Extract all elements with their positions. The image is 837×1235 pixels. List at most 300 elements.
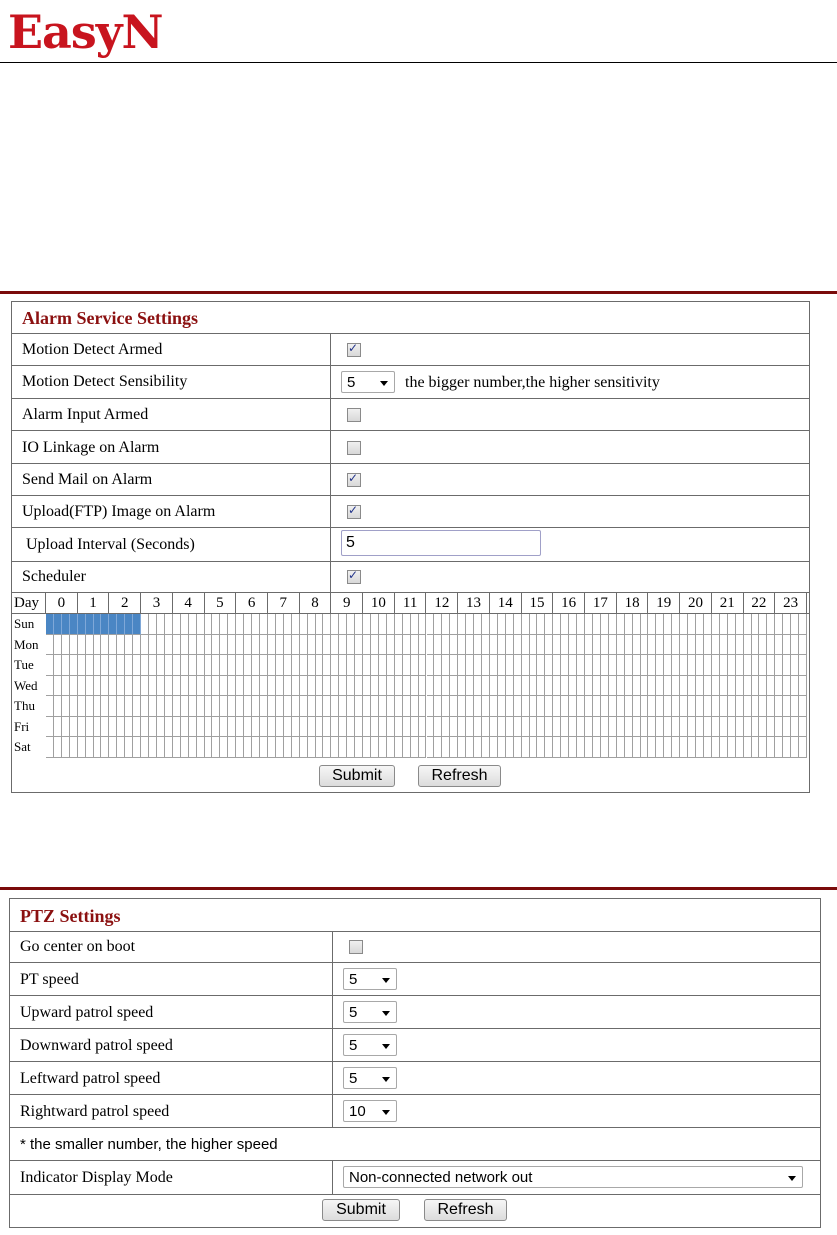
scheduler-cell[interactable]: [205, 635, 213, 656]
scheduler-cell[interactable]: [236, 614, 244, 635]
scheduler-cell[interactable]: [522, 635, 530, 656]
scheduler-cell[interactable]: [450, 614, 458, 635]
scheduler-cell[interactable]: [109, 655, 117, 676]
scheduler-cell[interactable]: [553, 737, 561, 758]
scheduler-cell[interactable]: [94, 614, 102, 635]
scheduler-cell[interactable]: [775, 655, 783, 676]
scheduler-cell[interactable]: [300, 737, 308, 758]
scheduler-cell[interactable]: [292, 614, 300, 635]
scheduler-cell[interactable]: [292, 737, 300, 758]
scheduler-cell[interactable]: [379, 696, 387, 717]
scheduler-cell[interactable]: [292, 635, 300, 656]
scheduler-cell[interactable]: [585, 696, 593, 717]
motion-detect-armed-checkbox[interactable]: [347, 343, 361, 357]
scheduler-cell[interactable]: [680, 717, 688, 738]
scheduler-cell[interactable]: [228, 676, 236, 697]
scheduler-cell[interactable]: [450, 655, 458, 676]
scheduler-cell[interactable]: [181, 655, 189, 676]
scheduler-cell[interactable]: [791, 676, 799, 697]
scheduler-cell[interactable]: [474, 635, 482, 656]
scheduler-cell[interactable]: [260, 655, 268, 676]
scheduler-cell[interactable]: [236, 717, 244, 738]
scheduler-cell[interactable]: [672, 717, 680, 738]
ptz-submit-button[interactable]: Submit: [322, 1199, 400, 1221]
scheduler-cell[interactable]: [276, 676, 284, 697]
scheduler-cell[interactable]: [577, 635, 585, 656]
scheduler-cell[interactable]: [490, 717, 498, 738]
scheduler-cell[interactable]: [482, 696, 490, 717]
scheduler-cell[interactable]: [308, 614, 316, 635]
scheduler-cell[interactable]: [244, 717, 252, 738]
scheduler-cell[interactable]: [387, 696, 395, 717]
scheduler-cell[interactable]: [553, 717, 561, 738]
scheduler-cell[interactable]: [506, 676, 514, 697]
scheduler-cell[interactable]: [720, 676, 728, 697]
scheduler-cell[interactable]: [514, 614, 522, 635]
scheduler-cell[interactable]: [276, 737, 284, 758]
scheduler-cell[interactable]: [117, 717, 125, 738]
scheduler-cell[interactable]: [411, 717, 419, 738]
scheduler-cell[interactable]: [133, 696, 141, 717]
scheduler-cell[interactable]: [316, 737, 324, 758]
scheduler-cell[interactable]: [759, 655, 767, 676]
scheduler-cell[interactable]: [458, 655, 466, 676]
scheduler-cell[interactable]: [339, 737, 347, 758]
scheduler-cell[interactable]: [252, 717, 260, 738]
scheduler-cell[interactable]: [149, 737, 157, 758]
scheduler-cell[interactable]: [664, 676, 672, 697]
scheduler-cell[interactable]: [633, 655, 641, 676]
scheduler-cell[interactable]: [165, 614, 173, 635]
scheduler-cell[interactable]: [545, 676, 553, 697]
scheduler-cell[interactable]: [712, 696, 720, 717]
scheduler-cell[interactable]: [395, 717, 403, 738]
scheduler-cell[interactable]: [355, 635, 363, 656]
scheduler-cell[interactable]: [371, 655, 379, 676]
scheduler-cell[interactable]: [86, 717, 94, 738]
scheduler-cell[interactable]: [609, 655, 617, 676]
scheduler-cell[interactable]: [696, 655, 704, 676]
scheduler-cell[interactable]: [419, 635, 427, 656]
scheduler-cell[interactable]: [664, 635, 672, 656]
scheduler-cell[interactable]: [498, 655, 506, 676]
scheduler-cell[interactable]: [783, 696, 791, 717]
scheduler-cell[interactable]: [149, 696, 157, 717]
scheduler-cell[interactable]: [458, 737, 466, 758]
scheduler-cell[interactable]: [244, 614, 252, 635]
scheduler-cell[interactable]: [553, 635, 561, 656]
scheduler-cell[interactable]: [109, 635, 117, 656]
scheduler-cell[interactable]: [101, 614, 109, 635]
scheduler-cell[interactable]: [117, 614, 125, 635]
scheduler-cell[interactable]: [323, 717, 331, 738]
scheduler-cell[interactable]: [641, 614, 649, 635]
scheduler-cell[interactable]: [62, 655, 70, 676]
scheduler-cell[interactable]: [347, 696, 355, 717]
scheduler-cell[interactable]: [70, 717, 78, 738]
scheduler-cell[interactable]: [442, 737, 450, 758]
scheduler-cell[interactable]: [355, 737, 363, 758]
scheduler-cell[interactable]: [744, 635, 752, 656]
scheduler-cell[interactable]: [157, 696, 165, 717]
scheduler-cell[interactable]: [736, 655, 744, 676]
scheduler-cell[interactable]: [585, 655, 593, 676]
scheduler-cell[interactable]: [759, 696, 767, 717]
scheduler-cell[interactable]: [450, 737, 458, 758]
scheduler-cell[interactable]: [117, 655, 125, 676]
scheduler-cell[interactable]: [752, 635, 760, 656]
scheduler-cell[interactable]: [117, 635, 125, 656]
scheduler-cell[interactable]: [577, 717, 585, 738]
scheduler-cell[interactable]: [577, 696, 585, 717]
scheduler-cell[interactable]: [680, 655, 688, 676]
scheduler-cell[interactable]: [292, 717, 300, 738]
scheduler-cell[interactable]: [569, 655, 577, 676]
scheduler-cell[interactable]: [585, 635, 593, 656]
scheduler-cell[interactable]: [78, 635, 86, 656]
scheduler-cell[interactable]: [284, 655, 292, 676]
scheduler-cell[interactable]: [427, 676, 435, 697]
scheduler-cell[interactable]: [157, 676, 165, 697]
scheduler-cell[interactable]: [228, 696, 236, 717]
scheduler-cell[interactable]: [189, 635, 197, 656]
scheduler-cell[interactable]: [442, 717, 450, 738]
scheduler-cell[interactable]: [268, 737, 276, 758]
scheduler-cell[interactable]: [474, 655, 482, 676]
scheduler-cell[interactable]: [78, 655, 86, 676]
scheduler-cell[interactable]: [363, 676, 371, 697]
scheduler-cell[interactable]: [728, 614, 736, 635]
scheduler-cell[interactable]: [300, 655, 308, 676]
scheduler-cell[interactable]: [339, 655, 347, 676]
scheduler-cell[interactable]: [62, 696, 70, 717]
scheduler-cell[interactable]: [54, 655, 62, 676]
scheduler-cell[interactable]: [585, 676, 593, 697]
scheduler-cell[interactable]: [799, 655, 807, 676]
scheduler-cell[interactable]: [212, 717, 220, 738]
scheduler-cell[interactable]: [648, 676, 656, 697]
scheduler-cell[interactable]: [54, 614, 62, 635]
scheduler-cell[interactable]: [189, 696, 197, 717]
scheduler-cell[interactable]: [308, 717, 316, 738]
scheduler-cell[interactable]: [197, 676, 205, 697]
scheduler-cell[interactable]: [775, 635, 783, 656]
scheduler-cell[interactable]: [260, 737, 268, 758]
scheduler-cell[interactable]: [641, 676, 649, 697]
scheduler-cell[interactable]: [641, 696, 649, 717]
scheduler-cell[interactable]: [101, 696, 109, 717]
scheduler-cell[interactable]: [54, 696, 62, 717]
scheduler-cell[interactable]: [101, 635, 109, 656]
scheduler-cell[interactable]: [474, 676, 482, 697]
scheduler-cell[interactable]: [236, 696, 244, 717]
scheduler-cell[interactable]: [141, 737, 149, 758]
scheduler-cell[interactable]: [466, 655, 474, 676]
scheduler-cell[interactable]: [482, 676, 490, 697]
ptz-refresh-button[interactable]: Refresh: [424, 1199, 507, 1221]
scheduler-cell[interactable]: [419, 655, 427, 676]
scheduler-cell[interactable]: [141, 655, 149, 676]
scheduler-cell[interactable]: [506, 614, 514, 635]
scheduler-cell[interactable]: [474, 717, 482, 738]
scheduler-cell[interactable]: [228, 614, 236, 635]
scheduler-cell[interactable]: [387, 635, 395, 656]
scheduler-cell[interactable]: [62, 737, 70, 758]
scheduler-cell[interactable]: [545, 737, 553, 758]
scheduler-cell[interactable]: [165, 696, 173, 717]
scheduler-cell[interactable]: [268, 655, 276, 676]
scheduler-cell[interactable]: [696, 676, 704, 697]
scheduler-cell[interactable]: [752, 737, 760, 758]
scheduler-cell[interactable]: [712, 717, 720, 738]
scheduler-cell[interactable]: [54, 737, 62, 758]
scheduler-cell[interactable]: [688, 717, 696, 738]
scheduler-cell[interactable]: [403, 696, 411, 717]
scheduler-cell[interactable]: [109, 676, 117, 697]
scheduler-cell[interactable]: [736, 737, 744, 758]
scheduler-cell[interactable]: [300, 696, 308, 717]
scheduler-cell[interactable]: [355, 655, 363, 676]
scheduler-cell[interactable]: [712, 676, 720, 697]
scheduler-cell[interactable]: [403, 635, 411, 656]
scheduler-cell[interactable]: [205, 696, 213, 717]
scheduler-cell[interactable]: [799, 717, 807, 738]
scheduler-cell[interactable]: [395, 676, 403, 697]
scheduler-cell[interactable]: [347, 717, 355, 738]
scheduler-cell[interactable]: [363, 635, 371, 656]
scheduler-cell[interactable]: [767, 717, 775, 738]
scheduler-cell[interactable]: [371, 676, 379, 697]
scheduler-cell[interactable]: [609, 737, 617, 758]
scheduler-cell[interactable]: [141, 614, 149, 635]
scheduler-cell[interactable]: [46, 676, 54, 697]
scheduler-cell[interactable]: [220, 635, 228, 656]
scheduler-cell[interactable]: [759, 635, 767, 656]
scheduler-cell[interactable]: [720, 737, 728, 758]
scheduler-cell[interactable]: [752, 717, 760, 738]
scheduler-cell[interactable]: [403, 737, 411, 758]
scheduler-cell[interactable]: [220, 655, 228, 676]
scheduler-cell[interactable]: [236, 635, 244, 656]
scheduler-cell[interactable]: [482, 717, 490, 738]
scheduler-cell[interactable]: [545, 717, 553, 738]
scheduler-cell[interactable]: [696, 717, 704, 738]
scheduler-cell[interactable]: [601, 717, 609, 738]
scheduler-cell[interactable]: [490, 737, 498, 758]
scheduler-cell[interactable]: [411, 614, 419, 635]
scheduler-cell[interactable]: [101, 676, 109, 697]
scheduler-cell[interactable]: [395, 635, 403, 656]
scheduler-cell[interactable]: [617, 655, 625, 676]
scheduler-cell[interactable]: [490, 635, 498, 656]
scheduler-cell[interactable]: [292, 676, 300, 697]
scheduler-cell[interactable]: [696, 737, 704, 758]
scheduler-cell[interactable]: [125, 717, 133, 738]
scheduler-cell[interactable]: [545, 655, 553, 676]
scheduler-cell[interactable]: [767, 737, 775, 758]
scheduler-cell[interactable]: [363, 614, 371, 635]
scheduler-cell[interactable]: [506, 635, 514, 656]
scheduler-cell[interactable]: [450, 676, 458, 697]
scheduler-cell[interactable]: [744, 737, 752, 758]
scheduler-cell[interactable]: [323, 655, 331, 676]
scheduler-cell[interactable]: [133, 717, 141, 738]
scheduler-cell[interactable]: [236, 737, 244, 758]
scheduler-cell[interactable]: [125, 655, 133, 676]
scheduler-cell[interactable]: [181, 737, 189, 758]
scheduler-cell[interactable]: [181, 635, 189, 656]
scheduler-cell[interactable]: [672, 676, 680, 697]
scheduler-cell[interactable]: [553, 614, 561, 635]
scheduler-cell[interactable]: [712, 737, 720, 758]
scheduler-cell[interactable]: [371, 737, 379, 758]
scheduler-cell[interactable]: [427, 717, 435, 738]
scheduler-cell[interactable]: [641, 717, 649, 738]
scheduler-cell[interactable]: [173, 635, 181, 656]
scheduler-cell[interactable]: [720, 717, 728, 738]
scheduler-cell[interactable]: [466, 696, 474, 717]
scheduler-cell[interactable]: [601, 737, 609, 758]
scheduler-cell[interactable]: [680, 737, 688, 758]
scheduler-cell[interactable]: [181, 676, 189, 697]
scheduler-cell[interactable]: [173, 676, 181, 697]
scheduler-cell[interactable]: [205, 655, 213, 676]
scheduler-cell[interactable]: [720, 614, 728, 635]
scheduler-cell[interactable]: [664, 717, 672, 738]
scheduler-cell[interactable]: [537, 635, 545, 656]
scheduler-cell[interactable]: [704, 614, 712, 635]
scheduler-cell[interactable]: [331, 737, 339, 758]
scheduler-cell[interactable]: [149, 635, 157, 656]
scheduler-cell[interactable]: [593, 717, 601, 738]
scheduler-cell[interactable]: [189, 717, 197, 738]
scheduler-cell[interactable]: [775, 676, 783, 697]
scheduler-cell[interactable]: [308, 635, 316, 656]
scheduler-cell[interactable]: [561, 737, 569, 758]
scheduler-cell[interactable]: [411, 655, 419, 676]
scheduler-cell[interactable]: [530, 676, 538, 697]
scheduler-cell[interactable]: [759, 717, 767, 738]
scheduler-cell[interactable]: [648, 635, 656, 656]
scheduler-cell[interactable]: [569, 614, 577, 635]
scheduler-cell[interactable]: [86, 635, 94, 656]
scheduler-cell[interactable]: [728, 717, 736, 738]
scheduler-cell[interactable]: [403, 655, 411, 676]
scheduler-cell[interactable]: [260, 696, 268, 717]
scheduler-cell[interactable]: [625, 717, 633, 738]
scheduler-cell[interactable]: [284, 696, 292, 717]
scheduler-cell[interactable]: [506, 696, 514, 717]
scheduler-cell[interactable]: [783, 717, 791, 738]
scheduler-cell[interactable]: [308, 676, 316, 697]
scheduler-cell[interactable]: [633, 717, 641, 738]
scheduler-cell[interactable]: [450, 717, 458, 738]
scheduler-cell[interactable]: [276, 655, 284, 676]
scheduler-cell[interactable]: [94, 737, 102, 758]
send-mail-checkbox[interactable]: [347, 473, 361, 487]
scheduler-cell[interactable]: [696, 635, 704, 656]
scheduler-cell[interactable]: [212, 737, 220, 758]
scheduler-cell[interactable]: [450, 635, 458, 656]
scheduler-cell[interactable]: [157, 635, 165, 656]
scheduler-cell[interactable]: [70, 696, 78, 717]
scheduler-cell[interactable]: [791, 717, 799, 738]
upload-ftp-checkbox[interactable]: [347, 505, 361, 519]
scheduler-cell[interactable]: [537, 717, 545, 738]
scheduler-cell[interactable]: [537, 655, 545, 676]
scheduler-cell[interactable]: [625, 676, 633, 697]
scheduler-cell[interactable]: [427, 635, 435, 656]
scheduler-cell[interactable]: [553, 696, 561, 717]
scheduler-cell[interactable]: [775, 737, 783, 758]
scheduler-cell[interactable]: [783, 635, 791, 656]
scheduler-cell[interactable]: [522, 614, 530, 635]
scheduler-cell[interactable]: [434, 655, 442, 676]
scheduler-cell[interactable]: [308, 655, 316, 676]
scheduler-cell[interactable]: [109, 717, 117, 738]
scheduler-cell[interactable]: [561, 655, 569, 676]
scheduler-cell[interactable]: [783, 737, 791, 758]
scheduler-cell[interactable]: [268, 696, 276, 717]
scheduler-cell[interactable]: [149, 717, 157, 738]
scheduler-cell[interactable]: [656, 717, 664, 738]
scheduler-cell[interactable]: [46, 655, 54, 676]
scheduler-cell[interactable]: [537, 696, 545, 717]
scheduler-cell[interactable]: [284, 614, 292, 635]
scheduler-cell[interactable]: [688, 635, 696, 656]
scheduler-cell[interactable]: [569, 696, 577, 717]
scheduler-cell[interactable]: [752, 676, 760, 697]
scheduler-cell[interactable]: [625, 655, 633, 676]
scheduler-cell[interactable]: [363, 696, 371, 717]
scheduler-cell[interactable]: [260, 717, 268, 738]
scheduler-cell[interactable]: [633, 635, 641, 656]
scheduler-cell[interactable]: [427, 614, 435, 635]
scheduler-cell[interactable]: [799, 614, 807, 635]
scheduler-cell[interactable]: [680, 635, 688, 656]
scheduler-cell[interactable]: [101, 737, 109, 758]
scheduler-cell[interactable]: [339, 635, 347, 656]
scheduler-cell[interactable]: [94, 655, 102, 676]
scheduler-cell[interactable]: [442, 655, 450, 676]
scheduler-cell[interactable]: [577, 655, 585, 676]
scheduler-cell[interactable]: [94, 676, 102, 697]
scheduler-cell[interactable]: [331, 717, 339, 738]
scheduler-cell[interactable]: [323, 696, 331, 717]
scheduler-cell[interactable]: [101, 655, 109, 676]
scheduler-cell[interactable]: [252, 676, 260, 697]
scheduler-cell[interactable]: [490, 655, 498, 676]
scheduler-cell[interactable]: [490, 614, 498, 635]
scheduler-cell[interactable]: [70, 614, 78, 635]
scheduler-cell[interactable]: [767, 635, 775, 656]
scheduler-cell[interactable]: [744, 655, 752, 676]
scheduler-cell[interactable]: [799, 696, 807, 717]
scheduler-cell[interactable]: [474, 614, 482, 635]
scheduler-cell[interactable]: [347, 635, 355, 656]
scheduler-cell[interactable]: [260, 676, 268, 697]
scheduler-cell[interactable]: [648, 717, 656, 738]
scheduler-cell[interactable]: [633, 696, 641, 717]
scheduler-cell[interactable]: [434, 614, 442, 635]
scheduler-cell[interactable]: [109, 614, 117, 635]
scheduler-cell[interactable]: [434, 635, 442, 656]
scheduler-cell[interactable]: [783, 676, 791, 697]
scheduler-cell[interactable]: [284, 676, 292, 697]
scheduler-cell[interactable]: [331, 614, 339, 635]
scheduler-cell[interactable]: [641, 655, 649, 676]
scheduler-cell[interactable]: [664, 737, 672, 758]
